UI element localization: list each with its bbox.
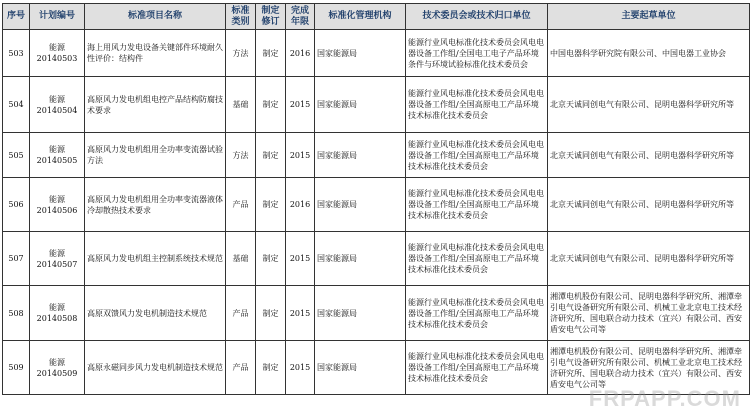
cell-authority: 国家能源局 xyxy=(315,77,406,133)
cell-plan-no xyxy=(30,178,85,232)
cell-committee: 能源行业风电标准化技术委员会风电电器设备工作组/全国高原电工产品环境技术标准化技术委员会 xyxy=(406,178,548,232)
plan-no-prefix: 能源 xyxy=(49,303,65,312)
cell-drafters: 北京天诚同创电气有限公司、昆明电器科学研究所等 xyxy=(548,133,750,178)
cell-seq: 508 xyxy=(3,286,30,341)
cell-authority: 国家能源局 xyxy=(315,178,406,232)
cell-authority: 国家能源局 xyxy=(315,341,406,395)
header-plan-no: 计划编号 xyxy=(30,4,85,30)
table-row xyxy=(3,133,750,178)
cell-committee: 能源行业风电标准化技术委员会风电电器设备工作组/全国高原电工产品环境技术标准化技术委员会 xyxy=(406,286,548,341)
plan-no-number: 20140506 xyxy=(36,205,78,215)
plan-no-prefix: 能源 xyxy=(49,94,65,104)
table-row xyxy=(3,178,750,232)
cell-authority: 国家能源局 xyxy=(315,30,406,77)
cell-deadline: 2016 xyxy=(286,178,315,232)
cell-category: 基础 xyxy=(226,232,256,286)
standards-plan-table xyxy=(2,3,750,395)
plan-no-number: 20140504 xyxy=(36,105,78,115)
cell-committee: 能源行业风电标准化技术委员会风电电器设备工作组/全国高原电工产品环境技术标准化技术委员会 xyxy=(406,232,548,286)
plan-no-prefix: 能源 xyxy=(49,43,65,52)
plan-no-prefix: 能源 xyxy=(49,194,65,204)
cell-project-name: 高原风力发电机组用全功率变流器试验方法 xyxy=(85,133,226,178)
cell-committee: 能源行业风电标准化技术委员会风电电器设备工作组/全国高原电工产品环境技术标准化技术委员会 xyxy=(406,77,548,133)
cell-revision: 制定 xyxy=(256,133,286,178)
cell-project-name: 高原双馈风力发电机制造技术规范 xyxy=(85,286,226,341)
cell-drafters: 湘潭电机股份有限公司、昆明电器科学研究所、湘潭牵引电气设备研究所有限公司、机械工业北京电工技术经济研究所、国电联合动力技术（宜兴）有限公司、西安盾安电气公司等 xyxy=(548,341,750,395)
cell-project-name: 高原风力发电机组电控产品结构防腐技术要求 xyxy=(85,77,226,133)
cell-plan-no xyxy=(30,286,85,341)
cell-deadline: 2015 xyxy=(286,286,315,341)
cell-drafters: 北京天诚同创电气有限公司、昆明电器科学研究所等 xyxy=(548,77,750,133)
plan-no-number: 20140505 xyxy=(36,156,78,165)
cell-seq: 504 xyxy=(3,77,30,133)
plan-no-number: 20140503 xyxy=(36,54,78,63)
cell-committee: 能源行业风电标准化技术委员会风电电器设备工作组/全国高原电工产品环境技术标准化技术委员会 xyxy=(406,341,548,395)
cell-committee: 能源行业风电标准化技术委员会风电电器设备工作组/全国电工电子产品环境条件与环境试验标准化技术委员会 xyxy=(406,30,548,77)
table-row xyxy=(3,286,750,341)
cell-revision: 制定 xyxy=(256,30,286,77)
cell-category: 产品 xyxy=(226,286,256,341)
cell-category: 产品 xyxy=(226,178,256,232)
cell-project-name: 高原风力发电机组主控制系统技术规范 xyxy=(85,232,226,286)
table-header-row xyxy=(3,4,750,30)
table-row xyxy=(3,232,750,286)
plan-no-prefix: 能源 xyxy=(49,248,65,258)
cell-plan-no xyxy=(30,77,85,133)
cell-revision: 制定 xyxy=(256,341,286,395)
header-category: 标准类别 xyxy=(226,4,256,30)
header-committee: 技术委员会或技术归口单位 xyxy=(406,4,548,30)
cell-project-name: 海上用风力发电设备关键部件环境耐久性评价：结构件 xyxy=(85,30,226,77)
cell-plan-no xyxy=(30,30,85,77)
cell-category: 方法 xyxy=(226,30,256,77)
cell-authority: 国家能源局 xyxy=(315,232,406,286)
header-seq: 序号 xyxy=(3,4,30,30)
cell-drafters: 湘潭电机股份有限公司、昆明电器科学研究所、湘潭牵引电气设备研究所有限公司、机械工业北京电工技术经济研究所、国电联合动力技术（宜兴）有限公司、西安盾安电气公司等 xyxy=(548,286,750,341)
cell-deadline: 2015 xyxy=(286,133,315,178)
watermark-logo: FRPAPP.COM xyxy=(588,386,741,411)
table-row xyxy=(3,30,750,77)
cell-seq: 505 xyxy=(3,133,30,178)
header-drafters: 主要起草单位 xyxy=(548,4,750,30)
table-row xyxy=(3,77,750,133)
cell-seq: 509 xyxy=(3,341,30,395)
cell-authority: 国家能源局 xyxy=(315,286,406,341)
cell-plan-no xyxy=(30,232,85,286)
header-authority: 标准化管理机构 xyxy=(315,4,406,30)
plan-no-prefix: 能源 xyxy=(49,145,65,154)
cell-seq: 503 xyxy=(3,30,30,77)
cell-plan-no xyxy=(30,133,85,178)
cell-revision: 制定 xyxy=(256,232,286,286)
cell-drafters: 北京天诚同创电气有限公司、昆明电器科学研究所等 xyxy=(548,232,750,286)
header-deadline: 完成年限 xyxy=(286,4,315,30)
cell-seq: 506 xyxy=(3,178,30,232)
cell-revision: 制定 xyxy=(256,77,286,133)
cell-drafters: 北京天诚同创电气有限公司、昆明电器科学研究所等 xyxy=(548,178,750,232)
cell-project-name: 高原风力发电机组用全功率变流器液体冷却散热技术要求 xyxy=(85,178,226,232)
plan-no-number: 20140507 xyxy=(36,259,78,269)
plan-no-prefix: 能源 xyxy=(49,357,65,367)
table-row xyxy=(3,341,750,395)
cell-revision: 制定 xyxy=(256,286,286,341)
cell-deadline: 2016 xyxy=(286,30,315,77)
plan-no-number: 20140508 xyxy=(36,314,78,323)
cell-deadline: 2015 xyxy=(286,232,315,286)
cell-drafters: 中国电器科学研究院有限公司、中国电器工业协会 xyxy=(548,30,750,77)
cell-category: 方法 xyxy=(226,133,256,178)
header-project-name: 标准项目名称 xyxy=(85,4,226,30)
cell-category: 产品 xyxy=(226,341,256,395)
cell-deadline: 2015 xyxy=(286,77,315,133)
cell-seq: 507 xyxy=(3,232,30,286)
plan-no-number: 20140509 xyxy=(36,368,78,378)
cell-plan-no xyxy=(30,341,85,395)
cell-authority: 国家能源局 xyxy=(315,133,406,178)
cell-revision: 制定 xyxy=(256,178,286,232)
cell-project-name: 高原永磁同步风力发电机制造技术规范 xyxy=(85,341,226,395)
cell-committee: 能源行业风电标准化技术委员会风电电器设备工作组/全国高原电工产品环境技术标准化技术委员会 xyxy=(406,133,548,178)
header-revision: 制定修订 xyxy=(256,4,286,30)
cell-deadline: 2015 xyxy=(286,341,315,395)
cell-category: 基础 xyxy=(226,77,256,133)
